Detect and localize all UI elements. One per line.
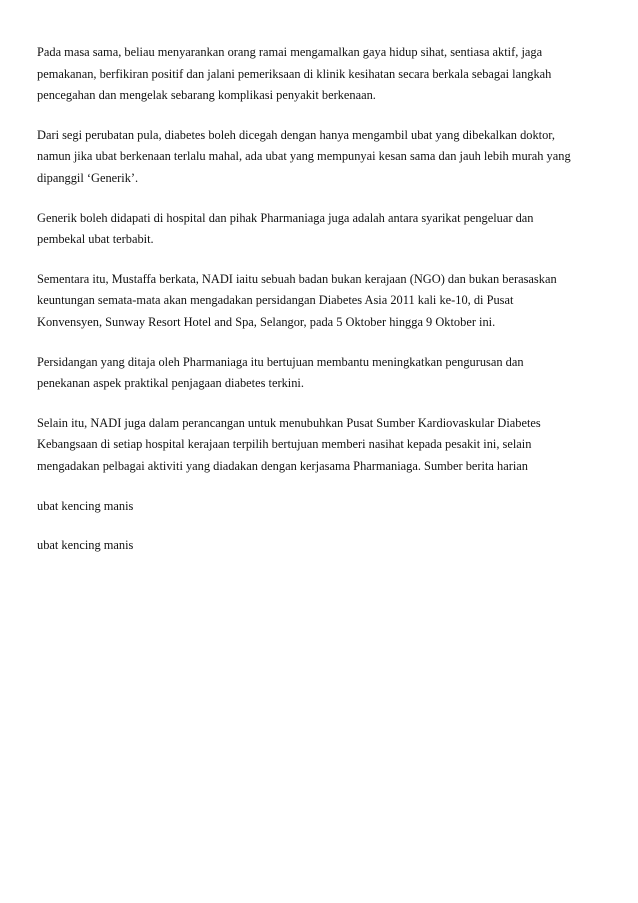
keyword-link-1[interactable]: ubat kencing manis (37, 498, 134, 513)
paragraph-generic-availability: Generik boleh didapati di hospital dan pihak Pharmaniaga juga adalah antara syarikat pengeluar dan pembekal ubat terbabit. (37, 210, 534, 247)
document-page (37, 42, 603, 575)
paragraph-resource-centre: Selain itu, NADI juga dalam perancangan untuk menubuhkan Pusat Sumber Kardiovaskular Diabetes Kebangsaan di setiap hospital kerajaan terpilih bertujuan memberi nasihat kepada pesakit ini, selain mengadakan pelbagai aktiviti yang diadakan dengan kerjasama Pharmaniaga. Sumber berita harian (37, 415, 541, 473)
paragraph-generic-medicine: Dari segi perubatan pula, diabetes boleh dicegah dengan hanya mengambil ubat yang dibekalkan doktor, namun jika ubat berkenaan terlalu mahal, ada ubat yang mempunyai kesan sama dan jauh lebih murah yang dipanggil ‘Generik’. (37, 127, 571, 185)
paragraph-conference: Sementara itu, Mustaffa berkata, NADI iaitu sebuah badan bukan kerajaan (NGO) dan bukan berasaskan keuntungan semata-mata akan mengadakan persidangan Diabetes Asia 2011 kali ke-10, di Pusat Konvensyen, Sunway Resort Hotel and Spa, Selangor, pada 5 Oktober hingga 9 Oktober ini. (37, 271, 557, 329)
paragraph-sponsorship: Persidangan yang ditaja oleh Pharmaniaga itu bertujuan membantu meningkatkan pengurusan dan penekanan aspek praktikal penjagaan diabetes terkini. (37, 354, 524, 391)
keyword-link-2[interactable]: ubat kencing manis (37, 538, 134, 553)
paragraph-healthy-lifestyle: Pada masa sama, beliau menyarankan orang ramai mengamalkan gaya hidup sihat, sentiasa aktif, jaga pemakanan, berfikiran positif dan jalani pemeriksaan di klinik kesihatan secara berkala sebagai langkah pencegahan dan mengelak sebarang komplikasi penyakit berkenaan. (37, 45, 552, 103)
